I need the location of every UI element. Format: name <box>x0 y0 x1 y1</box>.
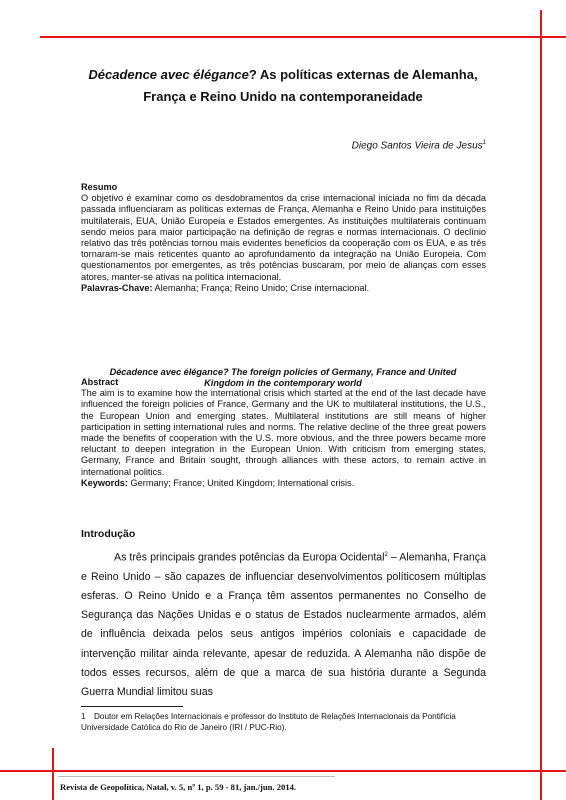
resumo-body: O objetivo é examinar como os desdobramentos da crise internacional iniciada no fim da década passada influenciaram as políticas externas de França, Alemanha e Reino Unido para instituições multilaterais, EUA, União Europeia e Estados emergentes. As instituições multilaterais continuam sendo meios para maior participação na definição de regras e normas internacionais. O declínio relativo das três potências tornou mais evidentes benefícios da cooperação com os EUA, e as três tornaram-se mais reticentes quanto ao aprofundamento da integração na União Europeia. Com questionamentos por emergentes, as três potências buscaram, por meio de alianças com esses atores, manter-se ativas na política internacional. <box>81 193 486 282</box>
intro-text-rest: – Alemanha, França e Reino Unido – são capazes de influenciar desenvolvimentos políticosem múltiplas esferas. O Reino Unido e a França têm assentos permanentes no Conselho de Segurança das Nações Unidas e o status de Estados nuclearmente armados, além de influência deixada pelos seus antigos impérios coloniais e capacidade de intervenção militar ainda relevante, apesar de reduzida. A Alemanha não dispõe de todos esses recursos, além de que a marca de sua história durante a Segunda Guerra Mundial limitou suas <box>81 551 486 698</box>
bottom-red-rule <box>0 770 566 772</box>
resumo-section <box>81 182 486 294</box>
resumo-keywords: Alemanha; França; Reino Unido; Crise internacional. <box>152 282 370 293</box>
english-title: Décadence avec élégance? The foreign policies of Germany, France and United Kingdom in the contemporary world <box>109 367 457 389</box>
footer-divider <box>58 776 335 777</box>
paper-title <box>60 64 506 108</box>
abstract-heading: Abstract <box>81 377 119 387</box>
footnote-number: 1 <box>81 712 86 721</box>
footnote-text: Doutor em Relações Internacionais e professor do Instituto de Relações Internacionais da Pontifícia Universidade Católica do Rio de Janeiro (IRI / PUC-Rio). <box>81 712 456 732</box>
author-name: Diego Santos Vieira de Jesus <box>351 140 483 152</box>
resumo-keywords-label: Palavras-Chave: <box>81 282 153 293</box>
intro-note-ref[interactable]: 2 <box>384 552 388 558</box>
footnote <box>81 711 486 733</box>
title-line1-rest: ? As políticas externas de Alemanha, <box>248 67 478 82</box>
abstract-body: The aim is to examine how the international crisis which started at the end of the last decade have influenced the foreign policies of France, Germany and the UK to multilateral institutions, the U.S., the European Union and emerging states. Multilateral institutions are still means of higher participation in setting international rules and norms. The relative decline of the three great powers made the benefits of cooperation with the U.S. more obvious, and the three powers became more reluctant to deepen integration in the European Union. With criticism from emerging states, Germany, France and Britain sought, through alliances with these actors, to remain active in international politics. <box>81 388 486 477</box>
title-line2: França e Reino Unido na contemporaneidade <box>143 89 423 104</box>
introduction-heading: Introdução <box>81 528 136 540</box>
footnote-divider <box>81 706 183 707</box>
author-line <box>352 140 486 151</box>
journal-citation: Revista de Geopolítica, Natal, v. 5, nº 1, p. 59 - 81, jan./jun. 2014. <box>60 782 297 792</box>
abstract-section <box>81 377 486 489</box>
resumo-heading: Resumo <box>81 182 118 192</box>
abstract-keywords: Germany; France; United Kingdom; International crisis. <box>127 477 355 488</box>
intro-text-start: As três principais grandes potências da Europa Ocidental <box>114 551 385 564</box>
top-red-rule <box>40 36 566 38</box>
abstract-keywords-label: Keywords: <box>81 477 128 488</box>
title-italic-part: Décadence avec élégance <box>88 67 249 82</box>
introduction-body <box>81 546 486 702</box>
left-red-rule <box>52 748 54 800</box>
right-red-rule <box>540 10 542 800</box>
author-note-ref[interactable]: 1 <box>482 140 486 146</box>
